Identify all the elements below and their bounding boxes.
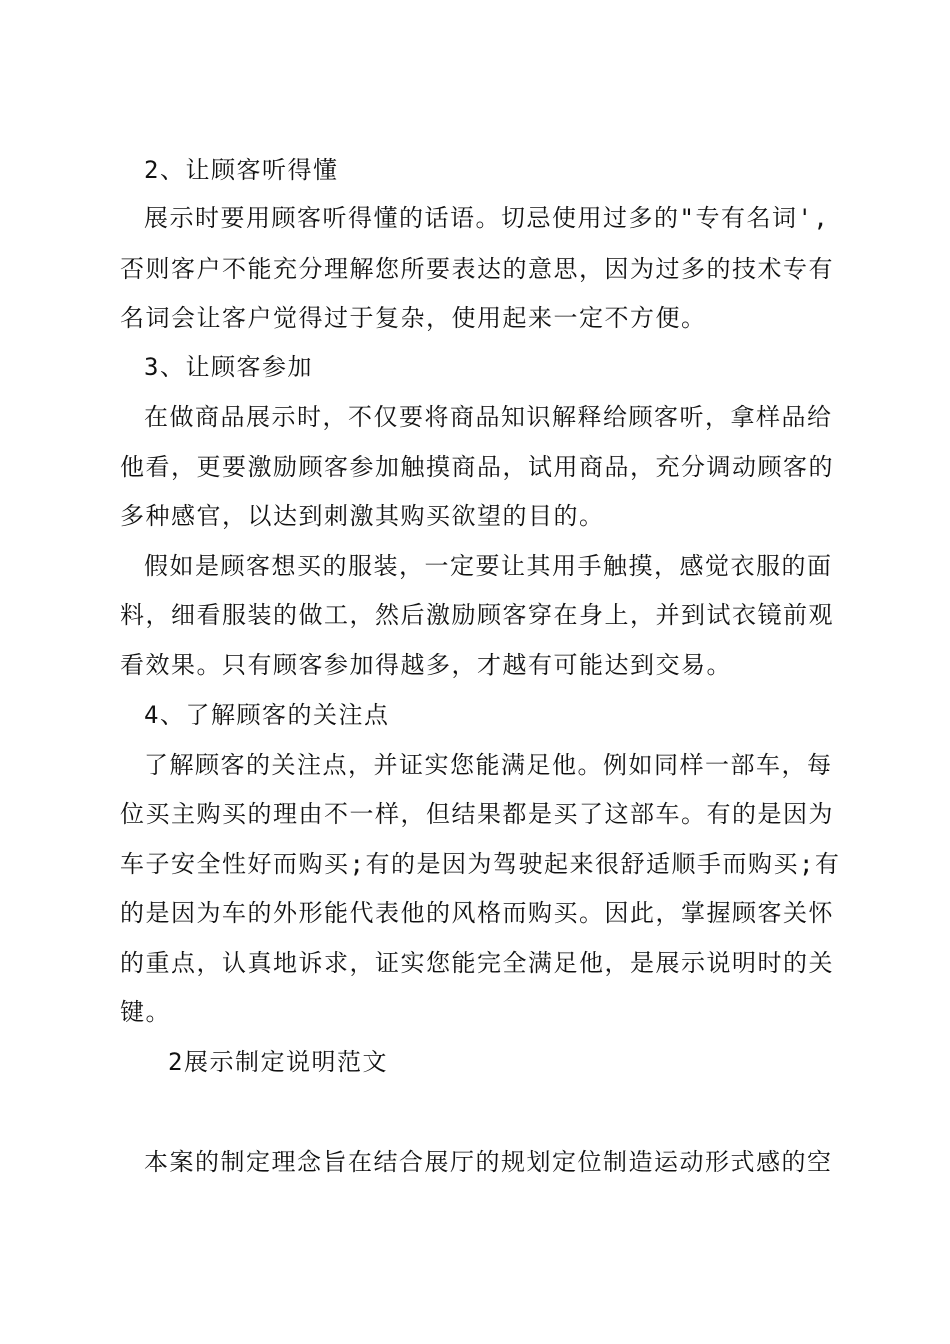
paragraph-line: 位买主购买的理由不一样，但结果都是买了这部车。有的是因为 bbox=[120, 800, 834, 828]
paragraph-line: 键。 bbox=[120, 998, 171, 1026]
paragraph-line: 的重点，认真地诉求，证实您能完全满足他，是展示说明时的关 bbox=[120, 949, 834, 977]
paragraph-line: 了解顾客的关注点，并证实您能满足他。例如同样一部车，每 bbox=[144, 751, 833, 779]
paragraph-line: 名词会让客户觉得过于复杂，使用起来一定不方便。 bbox=[120, 304, 707, 332]
paragraph-line: 多种感官，以达到刺激其购买欲望的目的。 bbox=[120, 502, 605, 530]
paragraph-line: 车子安全性好而购买;有的是因为驾驶起来很舒适顺手而购买;有 bbox=[120, 850, 841, 878]
paragraph-line: 展示时要用顾客听得懂的话语。切忌使用过多的"专有名词', bbox=[144, 204, 830, 232]
paragraph-line: 料，细看服装的做工，然后激励顾客穿在身上，并到试衣镜前观 bbox=[120, 601, 834, 629]
section-heading-3: 3、让顾客参加 bbox=[144, 353, 313, 381]
paragraph-line: 的是因为车的外形能代表他的风格而购买。因此，掌握顾客关怀 bbox=[120, 899, 834, 927]
section-title: 2展示制定说明范文 bbox=[168, 1048, 388, 1076]
paragraph-line: 否则客户不能充分理解您所要表达的意思，因为过多的技术专有 bbox=[120, 255, 834, 283]
section-heading-4: 4、了解顾客的关注点 bbox=[144, 701, 390, 729]
paragraph-line: 他看，更要激励顾客参加触摸商品，试用商品，充分调动顾客的 bbox=[120, 453, 834, 481]
paragraph-line: 本案的制定理念旨在结合展厅的规划定位制造运动形式感的空 bbox=[144, 1148, 833, 1176]
paragraph-line: 看效果。只有顾客参加得越多，才越有可能达到交易。 bbox=[120, 651, 732, 679]
section-heading-2: 2、让顾客听得懂 bbox=[144, 156, 339, 184]
paragraph-line: 假如是顾客想买的服装，一定要让其用手触摸，感觉衣服的面 bbox=[144, 552, 833, 580]
paragraph-line: 在做商品展示时，不仅要将商品知识解释给顾客听，拿样品给 bbox=[144, 403, 833, 431]
